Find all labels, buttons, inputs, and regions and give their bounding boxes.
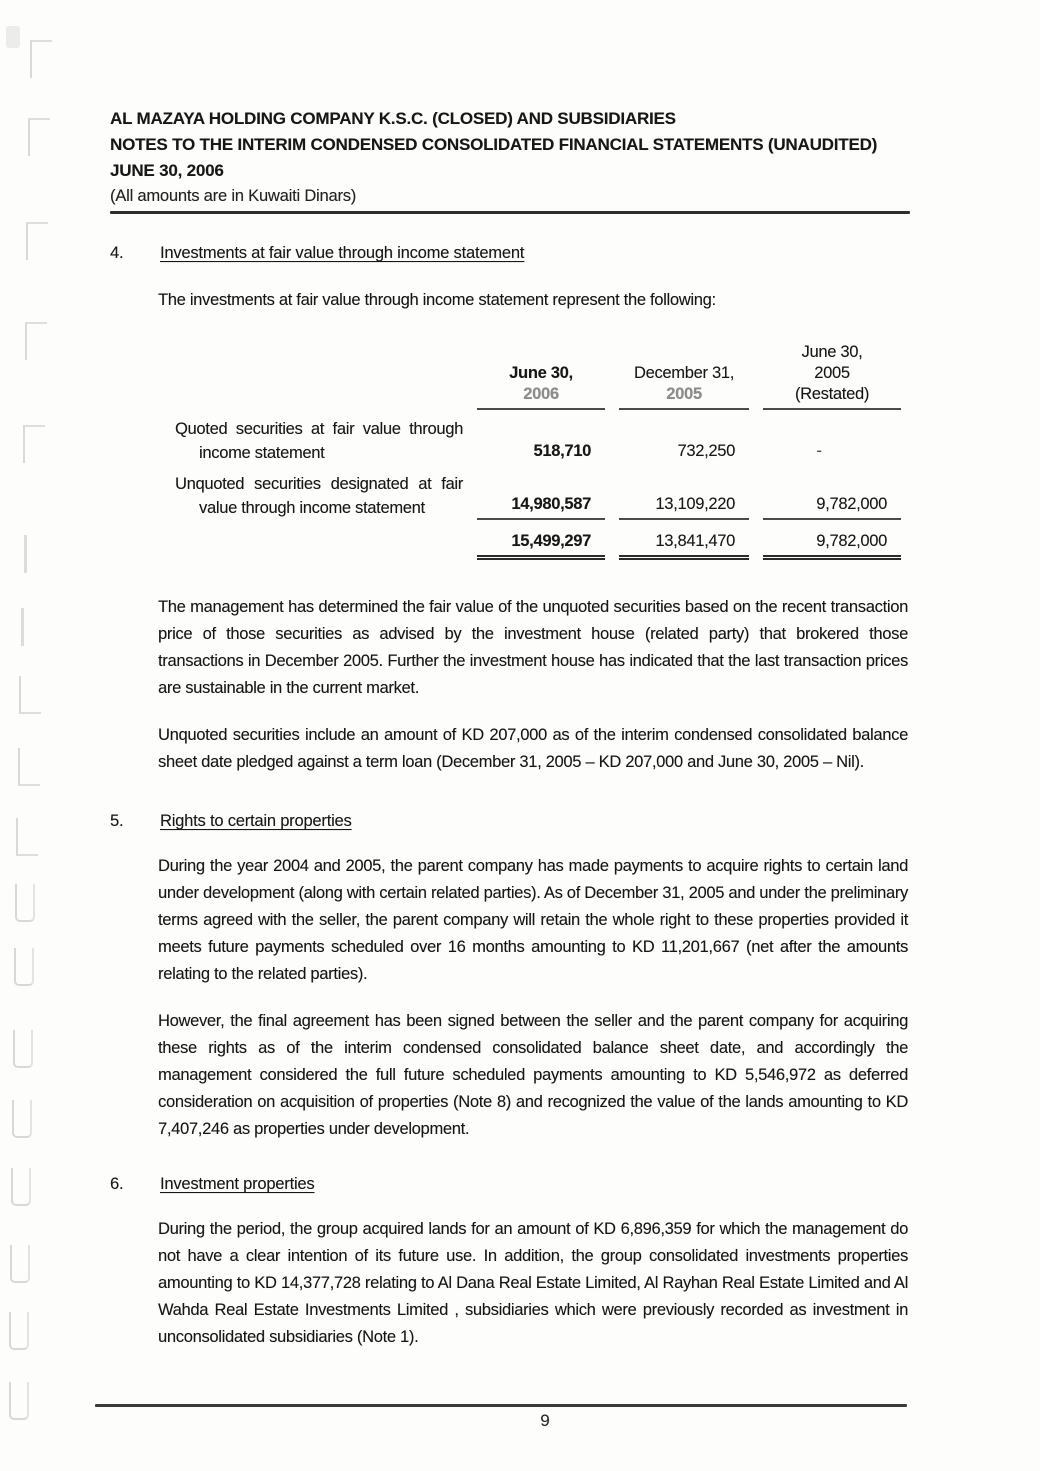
document-date: JUNE 30, 2006 xyxy=(110,161,224,180)
binding-mark xyxy=(11,1168,31,1206)
row-label-quoted-securities: Quoted securities at fair value through income statement xyxy=(175,420,463,462)
value-quoted-jun2005: - xyxy=(816,442,822,460)
binding-mark xyxy=(23,425,45,463)
column-header-line: December 31, xyxy=(633,364,735,382)
paragraph-fair-value-determination: The management has determined the fair value of the unquoted securities based on the recent transaction price of those securities as advised by the investment house (related party) that brokered those transactions in December 2005. Further the investment house has indicated that the last transaction prices are sustainable in the current market. xyxy=(158,598,908,697)
section-title: Investments at fair value through income statement xyxy=(160,244,525,262)
investments-table xyxy=(175,342,910,560)
document-header xyxy=(110,106,910,209)
binding-mark xyxy=(25,322,47,360)
binding-mark xyxy=(12,1100,32,1138)
binding-mark xyxy=(15,884,35,922)
binding-mark xyxy=(14,948,34,986)
binding-mark xyxy=(9,1312,29,1350)
paragraph-payments-to-acquire-rights: During the year 2004 and 2005, the parent company has made payments to acquire rights to certain land under development (along with certain related parties). As of December 31, 2005 and under the preliminary terms agreed with the seller, the parent company will retain the whole right to these properties provided it meets future payments scheduled over 16 months amounting to KD 11,201,667 (net after the amounts relating to the related parties). xyxy=(158,857,908,983)
section-rights-to-properties xyxy=(110,812,910,1143)
section-number: 4. xyxy=(110,244,124,262)
value-quoted-dec2005: 732,250 xyxy=(677,442,735,460)
footer-divider xyxy=(95,1404,907,1407)
section-title: Investment properties xyxy=(160,1175,315,1193)
section-heading xyxy=(110,244,910,263)
page-content xyxy=(110,0,910,1351)
column-header-line: (Restated) xyxy=(794,385,870,403)
total-2006: 15,499,297 xyxy=(477,527,605,560)
total-jun2005: 9,782,000 xyxy=(763,527,901,560)
paragraph-pledged-securities: Unquoted securities include an amount of KD 207,000 as of the interim condensed consolidated balance sheet date pledged against a term loan (December 31, 2005 – KD 207,000 and June 30, 2005 – Nil). xyxy=(158,726,908,771)
paragraph-acquired-lands: During the period, the group acquired lands for an amount of KD 6,896,359 for which the management do not have a clear intention of its future use. In addition, the group consolidated investments properties amounting to KD 14,377,728 relating to Al Dana Real Estate Limited, Al Rayhan Real Estate Limited and Al Wahda Real Estate Investments Limited , subsidiaries which were previously recorded as investment in unconsolidated subsidiaries (Note 1). xyxy=(158,1220,908,1346)
binding-mark xyxy=(10,1245,30,1283)
section-investment-properties xyxy=(110,1175,910,1351)
column-header-line: June 30, xyxy=(509,364,573,382)
binding-mark xyxy=(28,118,50,156)
binding-mark xyxy=(24,535,28,573)
column-header-line: June 30, xyxy=(801,343,863,361)
section-heading xyxy=(110,812,910,831)
binding-mark xyxy=(30,40,52,78)
value-quoted-2006: 518,710 xyxy=(533,442,591,460)
scan-smudge xyxy=(6,26,20,48)
company-name: AL MAZAYA HOLDING COMPANY K.S.C. (CLOSED) AND SUBSIDIARIES xyxy=(110,109,676,128)
section-investments-at-fair-value xyxy=(110,244,910,776)
amounts-note: (All amounts are in Kuwaiti Dinars) xyxy=(110,187,357,205)
page-number: 9 xyxy=(540,1411,550,1430)
section-heading xyxy=(110,1175,910,1194)
column-header-june-2005-restated xyxy=(763,342,901,410)
table-intro-text: The investments at fair value through income statement represent the following: xyxy=(158,291,716,309)
value-unquoted-dec2005: 13,109,220 xyxy=(619,492,749,520)
document-title: NOTES TO THE INTERIM CONDENSED CONSOLIDATED FINANCIAL STATEMENTS (UNAUDITED) xyxy=(110,135,878,154)
section-number: 5. xyxy=(110,812,124,830)
column-header-line: 2005 xyxy=(666,385,702,403)
total-dec2005: 13,841,470 xyxy=(619,527,749,560)
binding-mark xyxy=(26,222,48,260)
column-header-line: 2006 xyxy=(523,385,559,403)
value-unquoted-2006: 14,980,587 xyxy=(477,492,605,520)
column-header-june-2006 xyxy=(477,342,605,410)
table-corner-cell xyxy=(175,342,463,410)
binding-mark xyxy=(16,818,38,856)
header-divider xyxy=(110,211,910,214)
total-row-spacer xyxy=(175,527,463,560)
binding-mark xyxy=(13,1030,33,1068)
binding-mark xyxy=(19,676,41,714)
binding-mark xyxy=(21,608,25,646)
section-number: 6. xyxy=(110,1175,124,1193)
value-unquoted-jun2005: 9,782,000 xyxy=(763,492,901,520)
paragraph-final-agreement: However, the final agreement has been signed between the seller and the parent company for acquiring these rights as of the interim condensed consolidated balance sheet date, and accordingly the management considered the full future scheduled payments amounting to KD 5,546,972 as deferred consideration on acquisition of properties (Note 8) and recognized the value of the lands amounting to KD 7,407,246 as properties under development. xyxy=(158,1012,908,1138)
row-label-unquoted-securities: Unquoted securities designated at fair value through income statement xyxy=(175,475,463,517)
column-header-line: 2005 xyxy=(814,364,850,382)
column-header-december-2005 xyxy=(619,342,749,410)
binding-mark xyxy=(18,748,40,786)
section-title: Rights to certain properties xyxy=(160,812,352,830)
